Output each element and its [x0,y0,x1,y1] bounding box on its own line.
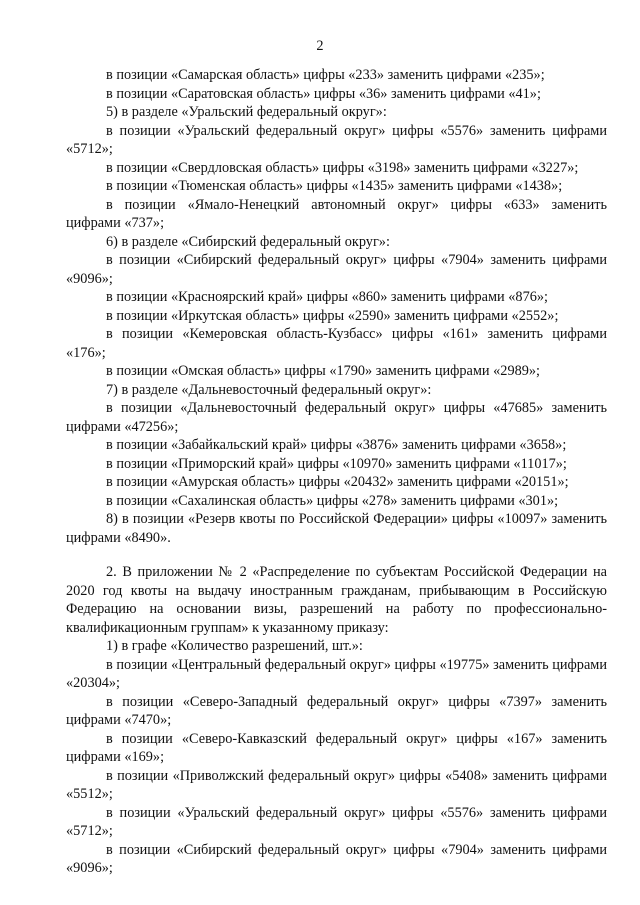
page-number: 2 [316,38,324,54]
paragraph: в позиции «Забайкальский край» цифры «3876» заменить цифрами «3658»; [106,437,567,453]
paragraph: в позиции «Красноярский край» цифры «860» заменить цифрами «876»; [106,289,548,305]
paragraph: в позиции «Сибирский федеральный округ» цифры «7904» заменить цифрами «9096»; [66,252,607,287]
paragraph: в позиции «Приволжский федеральный округ» цифры «5408» заменить цифрами «5512»; [66,767,607,802]
paragraph: в позиции «Северо-Кавказский федеральный округ» цифры «167» заменить цифрами «169»; [66,730,607,765]
paragraph: в позиции «Самарская область» цифры «233» заменить цифрами «235»; [106,67,545,83]
paragraph: в позиции «Уральский федеральный округ» цифры «5576» заменить цифрами «5712»; [66,804,607,839]
paragraph: в позиции «Дальневосточный федеральный округ» цифры «47685» заменить цифрами «47256»; [66,400,607,435]
paragraph: в позиции «Саратовская область» цифры «36» заменить цифрами «41»; [106,85,541,102]
paragraph: в позиции «Амурская область» цифры «20432» заменить цифрами «20151»; [106,474,569,490]
paragraph: 5) в разделе «Уральский федеральный округ»: [106,104,387,120]
paragraph: в позиции «Омская область» цифры «1790» заменить цифрами «2989»; [106,363,541,379]
paragraph: 2. В приложении № 2 «Распределение по субъектам Российской Федерации на 2020 год квоты на выдачу иностранным гражданам, прибывающим в Российскую Федерацию на основании визы, разрешений на работу по профессионально-квалификационным группам» к указанному приказу: [66,564,607,636]
paragraph: 7) в разделе «Дальневосточный федеральный округ»: [106,381,432,398]
paragraph: в позиции «Центральный федеральный округ» цифры «19775» заменить цифрами «20304»; [66,656,607,691]
paragraph: в позиции «Ямало-Ненецкий автономный округ» цифры «633» заменить цифрами «737»; [66,196,607,231]
paragraph-gap [66,547,607,563]
paragraph: в позиции «Уральский федеральный округ» цифры «5576» заменить цифрами «5712»; [66,122,607,157]
paragraph: 8) в позиции «Резерв квоты по Российской Федерации» цифры «10097» заменить цифрами «8490». [66,511,607,546]
paragraph: в позиции «Тюменская область» цифры «1435» заменить цифрами «1438»; [106,178,563,194]
paragraph: в позиции «Сибирский федеральный округ» цифры «7904» заменить цифрами «9096»; [66,841,607,876]
paragraph: в позиции «Северо-Западный федеральный округ» цифры «7397» заменить цифрами «7470»; [66,693,607,728]
paragraph: в позиции «Свердловская область» цифры «3198» заменить цифрами «3227»; [106,159,579,176]
paragraph: 6) в разделе «Сибирский федеральный округ»: [106,233,390,250]
paragraph: в позиции «Приморский край» цифры «10970» заменить цифрами «11017»; [106,455,567,472]
paragraph: 1) в графе «Количество разрешений, шт.»: [106,638,363,654]
paragraph: в позиции «Кемеровская область-Кузбасс» цифры «161» заменить цифрами «176»; [66,326,607,361]
paragraph: в позиции «Сахалинская область» цифры «278» заменить цифрами «301»; [106,492,559,509]
document-body [66,66,607,878]
paragraph: в позиции «Иркутская область» цифры «2590» заменить цифрами «2552»; [106,307,559,324]
